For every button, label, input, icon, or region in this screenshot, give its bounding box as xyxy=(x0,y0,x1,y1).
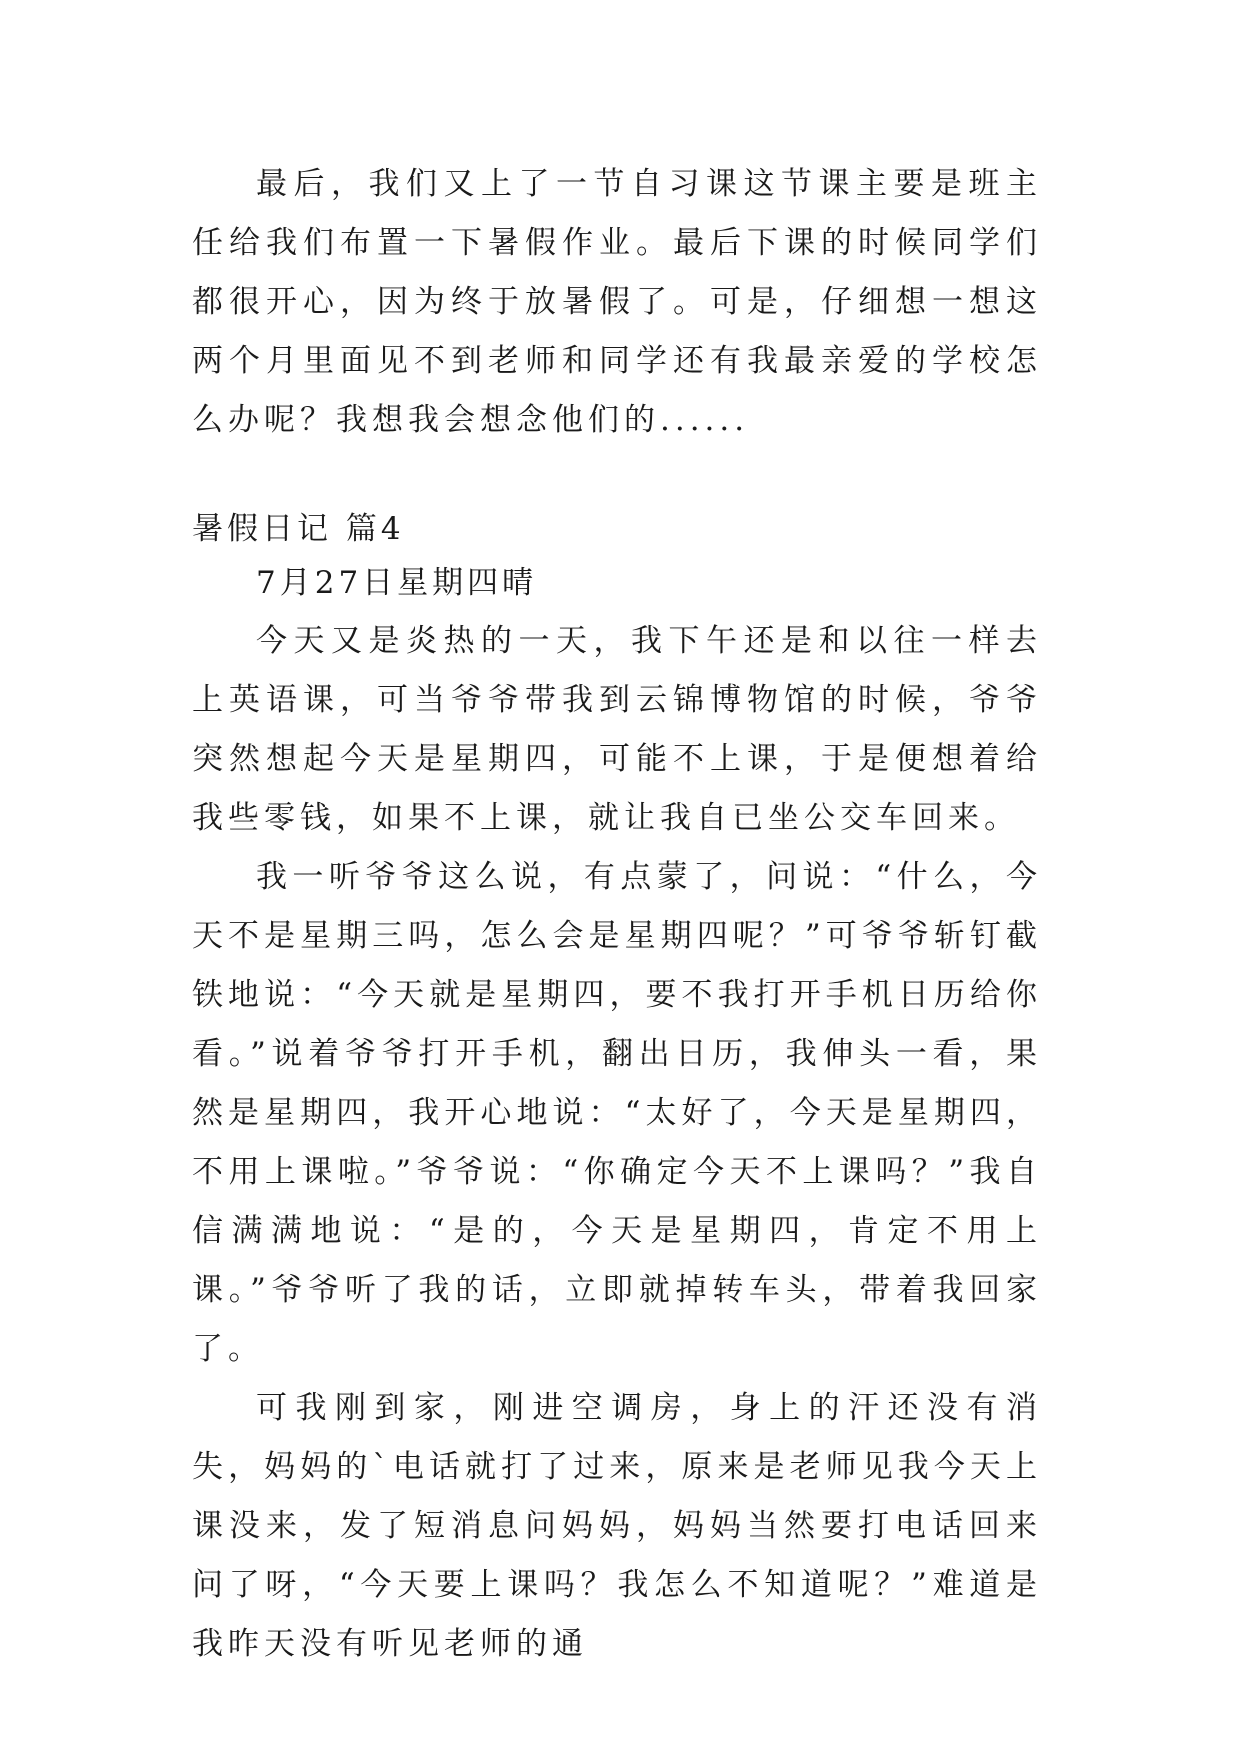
section-title: 暑假日记 篇4 xyxy=(192,511,405,547)
document-body xyxy=(192,155,1042,1674)
paragraph-phone-call: 可我刚到家，刚进空调房，身上的汗还没有消失，妈妈的`电话就打了过来，原来是老师见我今天上课没来，发了短消息问妈妈，妈妈当然要打电话回来问了呀，“今天要上课吗？我怎么不知道呢？”难道是我昨天没有听见老师的通 xyxy=(192,1390,1042,1662)
paragraph-dialogue: 我一听爷爷这么说，有点蒙了，问说：“什么，今天不是星期三吗，怎么会是星期四呢？”可爷爷斩钉截铁地说：“今天就是星期四，要不我打开手机日历给你看。”说着爷爷打开手机，翻出日历，我伸头一看，果然是星期四，我开心地说：“太好了，今天是星期四，不用上课啦。”爷爷说：“你确定今天不上课吗？”我自信满满地说：“是的，今天是星期四，肯定不用上课。”爷爷听了我的话，立即就掉转车头，带着我回家了。 xyxy=(192,859,1042,1367)
paragraph-english-class: 今天又是炎热的一天，我下午还是和以往一样去上英语课，可当爷爷带我到云锦博物馆的时候，爷爷突然想起今天是星期四，可能不上课，于是便想着给我些零钱，如果不上课，就让我自已坐公交车回来。 xyxy=(192,623,1042,836)
date-line: 7月27日星期四晴 xyxy=(256,565,538,601)
paragraph-gap xyxy=(192,450,1042,504)
paragraph-self-study: 最后，我们又上了一节自习课这节课主要是班主任给我们布置一下暑假作业。最后下课的时候同学们都很开心，因为终于放暑假了。可是，仔细想一想这两个月里面见不到老师和同学还有我最亲爱的学校怎么办呢？我想我会想念他们的...... xyxy=(192,166,1042,438)
